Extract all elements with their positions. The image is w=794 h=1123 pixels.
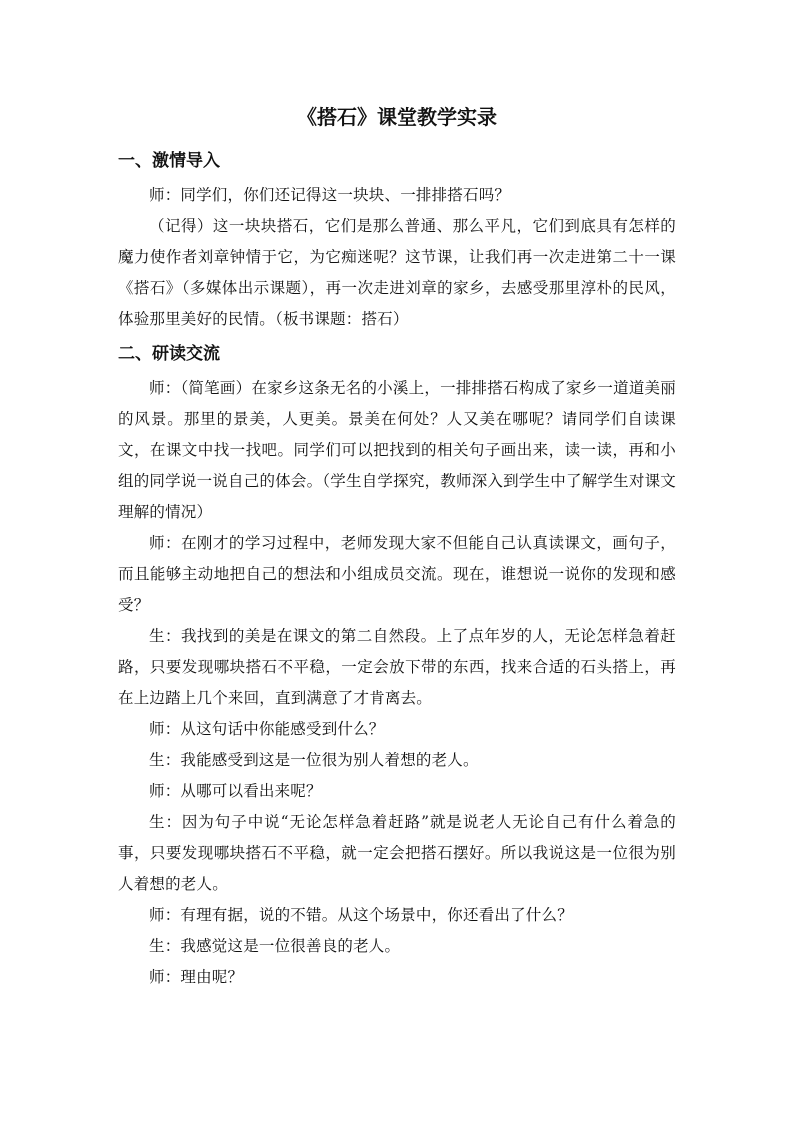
paragraph: 师：理由呢？ — [149, 968, 244, 986]
paragraph: 生：我能感受到这是一位很为别人着想的老人。 — [149, 751, 479, 769]
section-heading: 一、激情导入 — [118, 151, 220, 171]
paragraph: 师：同学们，你们还记得这一块块、一排排搭石吗？ — [149, 186, 511, 204]
paragraph: 师：（简笔画）在家乡这条无名的小溪上，一排排搭石构成了家乡一道道美丽的风景。那里的景美，人更美。景美在何处？人又美在哪呢？请同学们自读课文，在课文中找一找吧。同学们可以把找到的相关句子画出来，读一读，再和小组的同学说一说自己的体会。（学生自学探究，教师深入到学生中了解学生对课文理解的情况） — [118, 379, 676, 521]
section-heading: 二、研读交流 — [118, 344, 220, 364]
paragraph: 师：有理有据，说的不错。从这个场景中，你还看出了什么？ — [149, 906, 573, 924]
section-intro — [118, 146, 676, 335]
paragraph: （记得）这一块块搭石，它们是那么普通、那么平凡，它们到底具有怎样的魔力使作者刘章钟情于它，为它痴迷呢？这节课，让我们再一次走进第二十一课《搭石》（多媒体出示课题），再一次走进刘章的家乡，去感受那里淳朴的民风，体验那里美好的民情。（板书课题：搭石） — [118, 217, 676, 328]
page-title: 《搭石》课堂教学实录 — [297, 105, 497, 129]
section-discussion — [118, 339, 676, 993]
paragraph: 师：从哪可以看出来呢？ — [149, 782, 322, 800]
paragraph: 师：在刚才的学习过程中，老师发现大家不但能自己认真读课文，画句子，而且能够主动地把自己的想法和小组成员交流。现在，谁想说一说你的发现和感受？ — [118, 534, 676, 614]
paragraph: 师：从这句话中你能感受到什么？ — [149, 720, 385, 738]
paragraph: 生：我找到的美是在课文的第二自然段。上了点年岁的人，无论怎样急着赶路，只要发现哪块搭石不平稳，一定会放下带的东西，找来合适的石头搭上，再在上边踏上几个来回，直到满意了才肯离去。 — [118, 627, 676, 707]
paragraph: 生：我感觉这是一位很善良的老人。 — [149, 937, 401, 955]
paragraph: 生：因为句子中说“无论怎样急着赶路”就是说老人无论自己有什么着急的事，只要发现哪块搭石不平稳，就一定会把搭石摆好。所以我说这是一位很为别人着想的老人。 — [118, 813, 676, 893]
